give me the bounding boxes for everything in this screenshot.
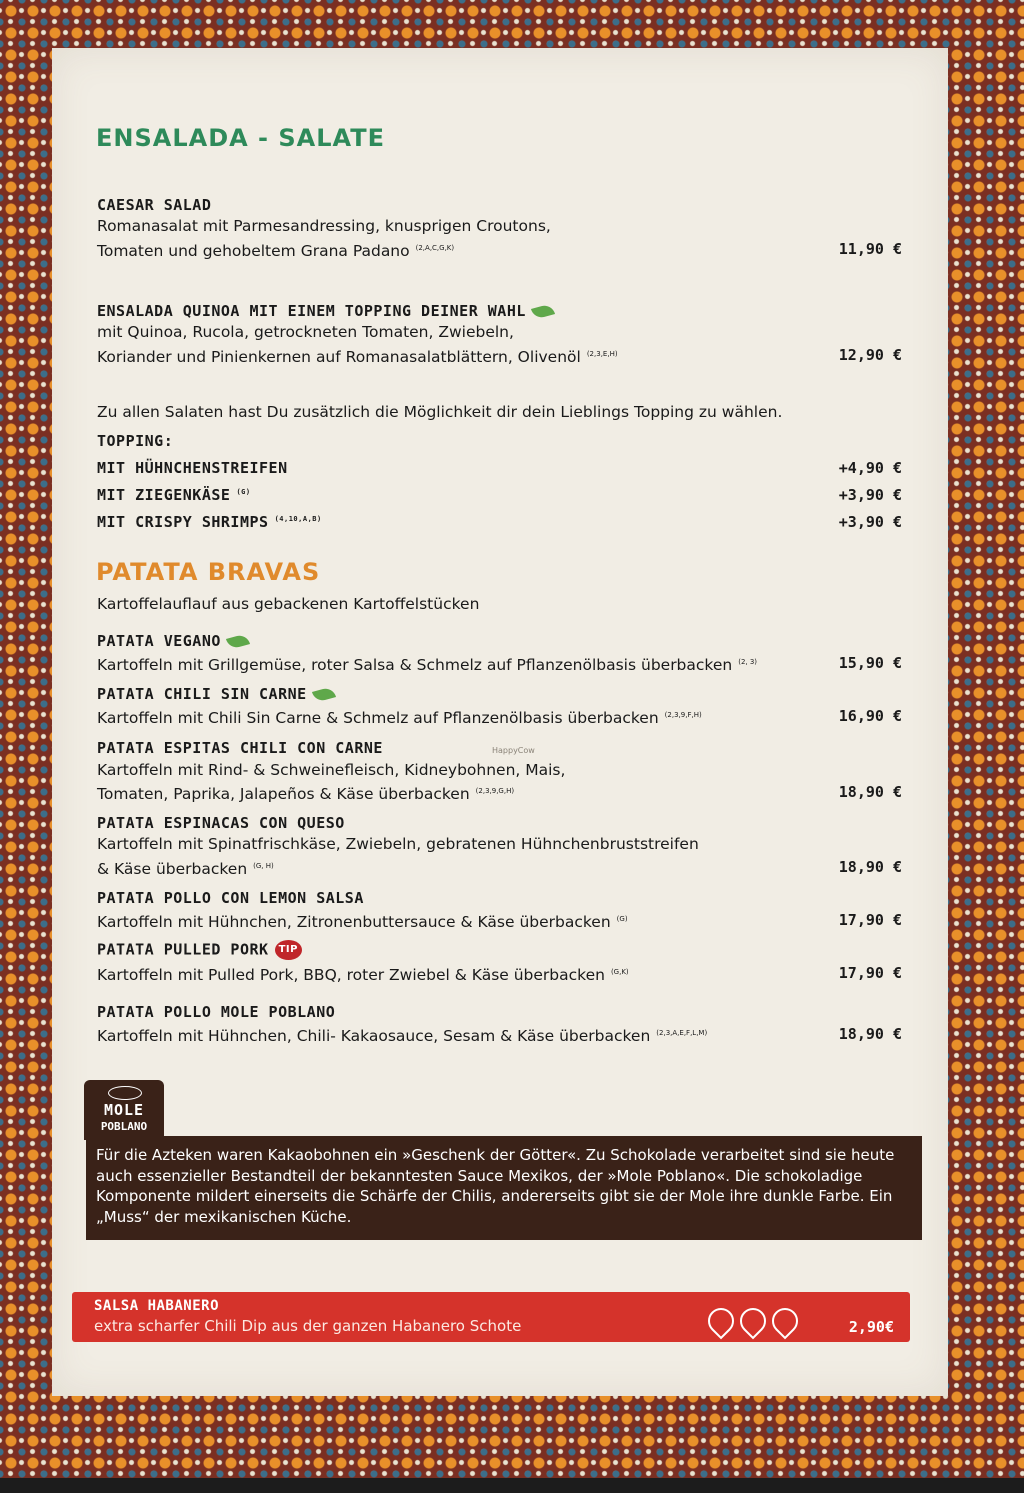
allergen-code: (2, 3)	[738, 658, 758, 666]
item-desc: Kartoffeln mit Grillgemüse, roter Salsa & Schmelz auf Pflanzenölbasis überbacken $^{(2, 3)}$	[97, 656, 758, 675]
topping-price: +3,90 €	[838, 513, 902, 531]
item-price: 16,90 €	[838, 707, 902, 725]
salsa-price: 2,90€	[848, 1318, 894, 1336]
bottom-bar	[0, 1478, 1024, 1493]
allergen-code: (4,10,A,B)	[274, 515, 322, 523]
item-price: 15,90 €	[838, 654, 902, 672]
watermark: HappyCow	[492, 746, 535, 755]
chili-icon	[767, 1303, 804, 1340]
brand-logo-icon	[108, 1086, 142, 1100]
item-price: 17,90 €	[838, 964, 902, 982]
item-price-caesar: 11,90 €	[838, 240, 902, 258]
allergen-code: (2,3,E,H)	[586, 350, 618, 358]
mole-badge-subtitle: POBLANO	[100, 1120, 148, 1133]
allergen-code: (2,3,9,G,H)	[475, 787, 515, 795]
topping-name: MIT CRISPY SHRIMPS $^{(4,10,A,B)}$	[97, 513, 322, 531]
allergen-code: (G,K)	[610, 968, 629, 976]
item-desc: Kartoffeln mit Hühnchen, Chili- Kakaosauce, Sesam & Käse überbacken $^{(2,3,A,E,F,L,M)}$	[97, 1027, 708, 1046]
topping-label: TOPPING:	[97, 432, 174, 450]
salsa-desc: extra scharfer Chili Dip aus der ganzen Habanero Schote	[94, 1317, 522, 1335]
item-price: 17,90 €	[838, 911, 902, 929]
item-price: 18,90 €	[838, 1025, 902, 1043]
item-name-caesar: CAESAR SALAD	[97, 196, 212, 214]
allergen-code: (G)	[236, 488, 251, 496]
item-desc: & Käse überbacken $^{(G, H)}$	[97, 860, 274, 879]
vegan-leaf-icon	[226, 633, 250, 649]
item-desc: Kartoffeln mit Pulled Pork, BBQ, roter Zwiebel & Käse überbacken $^{(G,K)}$	[97, 966, 629, 985]
item-name: PATATA ESPITAS CHILI CON CARNE	[97, 739, 383, 757]
salsa-habanero-box	[72, 1292, 910, 1342]
item-desc: Kartoffeln mit Chili Sin Carne & Schmelz auf Pflanzenölbasis überbacken $^{(2,3,9,F,H)}$	[97, 709, 702, 728]
vegan-leaf-icon	[312, 686, 336, 702]
item-desc: Tomaten, Paprika, Jalapeños & Käse überbacken $^{(2,3,9,G,H)}$	[97, 785, 515, 804]
item-desc-quinoa-2: Koriander und Pinienkernen auf Romanasalatblättern, Olivenöl $^{(2,3,E,H)}$	[97, 348, 618, 367]
item-name: PATATA ESPINACAS CON QUESO	[97, 814, 345, 832]
mole-info-text: Für die Azteken waren Kakaobohnen ein »Geschenk der Götter«. Zu Schokolade verarbeitet sind sie heute auch essenzieller Bestandteil der bekanntesten Sauce Mexikos, der »Mole Poblano«. Die schokoladige Komponente mildert einerseits die Schärfe der Chilis, andererseits gibt sie der Mole ihre dunkle Farbe. Ein „Muss“ der mexikanischen Küche.	[96, 1146, 895, 1226]
item-desc: Kartoffeln mit Rind- & Schweinefleisch, Kidneybohnen, Mais,	[97, 761, 566, 779]
section-title-salads: ENSALADA - SALATE	[96, 124, 386, 152]
topping-name: MIT ZIEGENKÄSE $^{(G)}$	[97, 486, 251, 504]
topping-price: +3,90 €	[838, 486, 902, 504]
section-title-patata: PATATA BRAVAS	[96, 558, 321, 586]
item-desc-caesar-2: Tomaten und gehobeltem Grana Padano $^{(2,A,C,G,K)}$	[97, 242, 455, 261]
vegan-leaf-icon	[531, 303, 555, 319]
mole-badge	[84, 1080, 164, 1140]
topping-name: MIT HÜHNCHENSTREIFEN	[97, 459, 288, 477]
item-price: 18,90 €	[838, 783, 902, 801]
item-price-quinoa: 12,90 €	[838, 346, 902, 364]
allergen-code: (G)	[616, 915, 628, 923]
allergen-code: (2,A,C,G,K)	[415, 244, 455, 252]
mole-badge-title: MOLE	[103, 1101, 145, 1119]
item-name: PATATA CHILI SIN CARNE	[97, 685, 335, 703]
allergen-code: (2,3,A,E,F,L,M)	[656, 1029, 708, 1037]
allergen-code: (2,3,9,F,H)	[664, 711, 702, 719]
tip-badge: TIP	[275, 940, 302, 960]
topping-price: +4,90 €	[838, 459, 902, 477]
item-price: 18,90 €	[838, 858, 902, 876]
item-name: PATATA VEGANO	[97, 632, 249, 650]
allergen-code: (G, H)	[253, 862, 274, 870]
item-name-quinoa: ENSALADA QUINOA MIT EINEM TOPPING DEINER WAHL	[97, 302, 554, 320]
item-name: PATATA PULLED PORK TIP	[97, 940, 302, 960]
topping-note: Zu allen Salaten hast Du zusätzlich die Möglichkeit dir dein Lieblings Topping zu wählen.	[97, 403, 783, 421]
item-desc: Kartoffeln mit Spinatfrischkäse, Zwiebeln, gebratenen Hühnchenbruststreifen	[97, 835, 699, 853]
chili-icon	[735, 1303, 772, 1340]
item-desc-caesar-1: Romanasalat mit Parmesandressing, knusprigen Croutons,	[97, 217, 551, 235]
salsa-name: SALSA HABANERO	[94, 1298, 220, 1314]
item-name: PATATA POLLO CON LEMON SALSA	[97, 889, 364, 907]
item-desc-quinoa-1: mit Quinoa, Rucola, getrockneten Tomaten, Zwiebeln,	[97, 323, 514, 341]
item-desc: Kartoffeln mit Hühnchen, Zitronenbuttersauce & Käse überbacken $^{(G)}$	[97, 913, 628, 932]
section-subtitle-patata: Kartoffelauflauf aus gebackenen Kartoffelstücken	[97, 595, 480, 613]
item-name: PATATA POLLO MOLE POBLANO	[97, 1003, 336, 1021]
chili-icon	[703, 1303, 740, 1340]
